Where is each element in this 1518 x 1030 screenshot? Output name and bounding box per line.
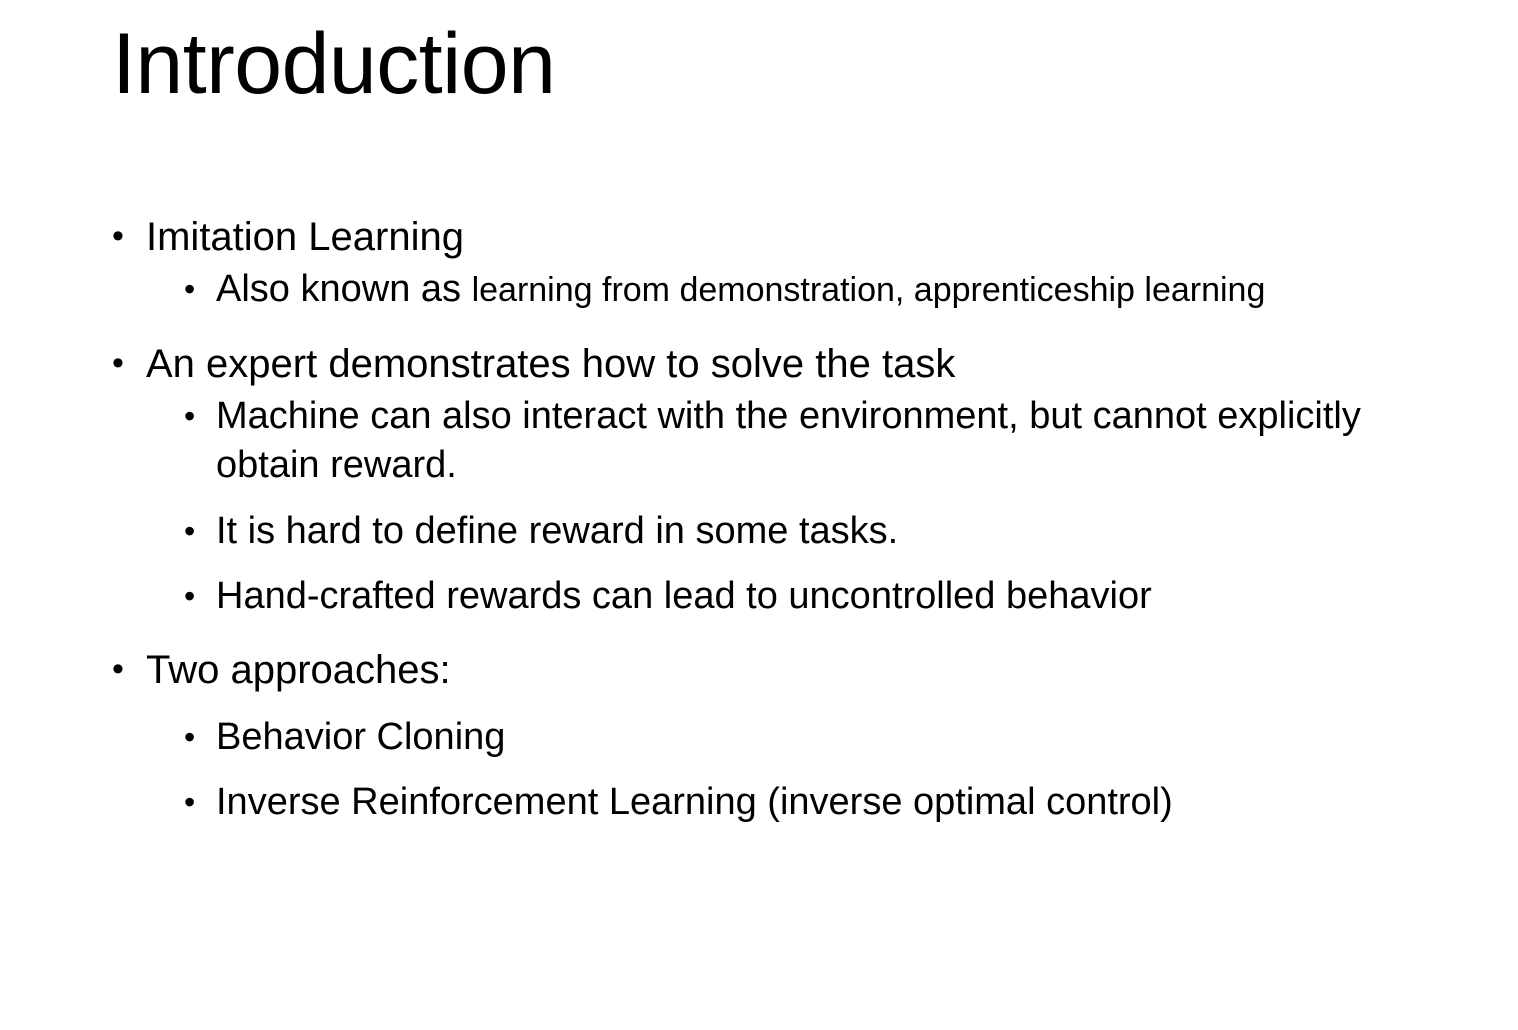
list-item-label: It is hard to define reward in some tasks. xyxy=(216,509,899,552)
list-item xyxy=(112,339,1432,390)
spacer xyxy=(112,623,1432,645)
list-item xyxy=(112,645,1432,696)
bullet-icon: • xyxy=(184,577,196,614)
spacer xyxy=(112,493,1432,507)
list-item xyxy=(112,212,1432,263)
bullet-icon: • xyxy=(112,343,124,382)
bullet-icon: • xyxy=(184,783,196,820)
spacer xyxy=(112,558,1432,572)
list-item-label: Imitation Learning xyxy=(146,215,464,259)
spacer xyxy=(112,699,1432,713)
list-item-label: Hand-crafted rewards can lead to uncontrolled behavior xyxy=(216,574,1152,617)
slide-body xyxy=(112,212,1432,829)
bullet-icon: • xyxy=(184,271,196,308)
bullet-icon: • xyxy=(184,512,196,549)
list-item xyxy=(184,713,1432,762)
list-item-label: Inverse Reinforcement Learning (inverse optimal control) xyxy=(216,780,1173,823)
bullet-icon: • xyxy=(112,217,124,255)
list-item xyxy=(184,392,1432,491)
list-item xyxy=(184,507,1432,556)
list-item xyxy=(184,572,1432,621)
list-item-text-run: Also known as xyxy=(216,268,472,311)
spacer xyxy=(112,317,1432,339)
list-item-label xyxy=(216,265,1432,314)
list-item-label: Behavior Cloning xyxy=(216,715,506,758)
list-item-note-run: learning from demonstration, apprenticeship learning xyxy=(471,271,1266,310)
bullet-icon: • xyxy=(184,397,196,434)
list-item xyxy=(184,778,1432,827)
bullet-icon: • xyxy=(184,718,196,755)
list-item-label: Machine can also interact with the environment, but cannot explicitly obtain reward. xyxy=(216,394,1361,487)
list-item-label: An expert demonstrates how to solve the task xyxy=(146,341,956,386)
list-item xyxy=(184,265,1432,314)
spacer xyxy=(112,764,1432,778)
page-title: Introduction xyxy=(112,16,556,112)
bullet-icon: • xyxy=(112,650,124,689)
list-item-label: Two approaches: xyxy=(146,648,451,693)
